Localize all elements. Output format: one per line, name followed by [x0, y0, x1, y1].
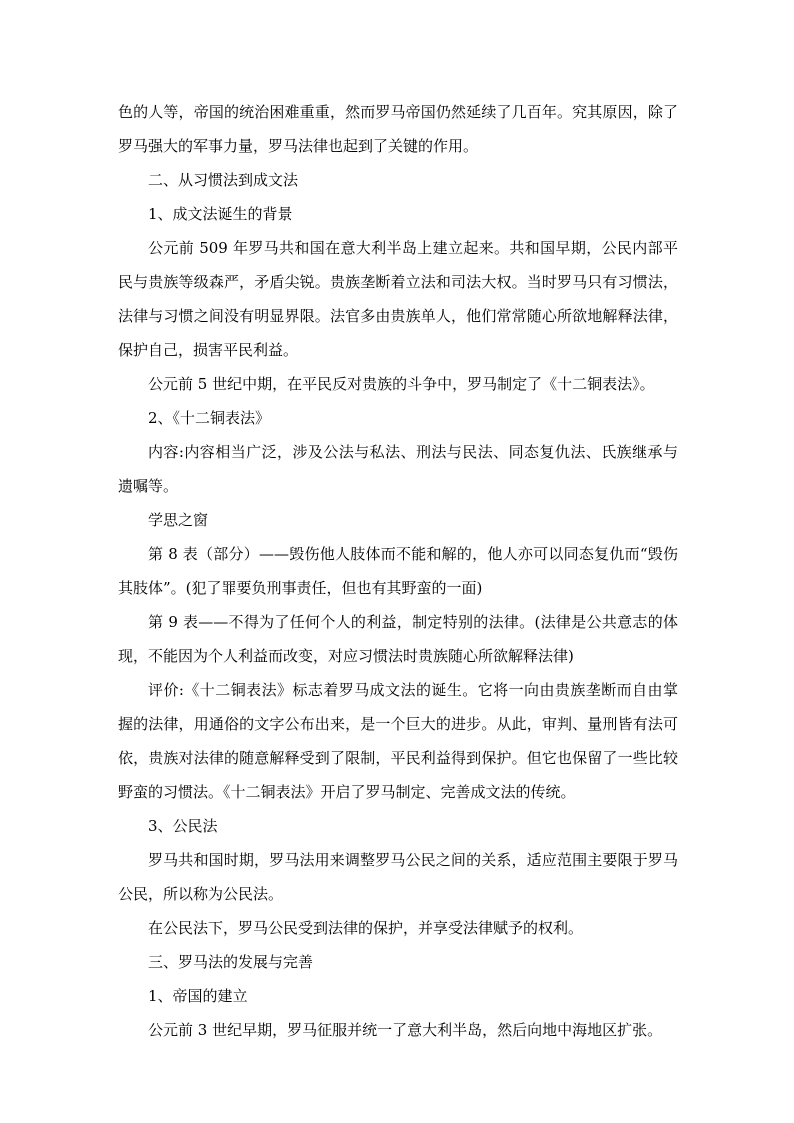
paragraph: 公元前 509 年罗马共和国在意大利半岛上建立起来。共和国早期，公民内部平民与贵族等级森严，矛盾尖锐。贵族垄断着立法和司法大权。当时罗马只有习惯法，法律与习惯之间没有明显界限。法官多由贵族单人，他们常常随心所欲地解释法律，保护自己，损害平民利益。 — [118, 239, 678, 359]
paragraph: 公元前 5 世纪中期，在平民反对贵族的斗争中，罗马制定了《十二铜表法》。 — [148, 375, 655, 393]
paragraph: 罗马共和国时期，罗马法用来调整罗马公民之间的关系，适应范围主要限于罗马公民，所以称为公民法。 — [118, 851, 678, 903]
paragraph: 评价:《十二铜表法》标志着罗马成文法的诞生。它将一向由贵族垄断而自由掌握的法律，用通俗的文字公布出来，是一个巨大的进步。从此，审判、量刑皆有法可依，贵族对法律的随意解释受到了限制，平民利益得到保护。但它也保留了一些比较野蛮的习惯法。《十二铜表法》开启了罗马制定、完善成文法的传统。 — [118, 681, 678, 801]
paragraph: 色的人等，帝国的统治困难重重，然而罗马帝国仍然延续了几百年。究其原因，除了罗马强大的军事力量，罗马法律也起到了关键的作用。 — [118, 103, 678, 155]
document-page — [118, 95, 678, 1047]
section-heading: 二、从习惯法到成文法 — [148, 171, 299, 189]
paragraph: 公元前 3 世纪早期，罗马征服并统一了意大利半岛，然后向地中海地区扩张。 — [148, 1021, 663, 1039]
subsection-heading: 2、《十二铜表法》 — [148, 409, 271, 427]
subsection-heading: 3、公民法 — [148, 817, 218, 835]
paragraph: 第 8 表（部分）——毁伤他人肢体而不能和解的，他人亦可以同态复仇而“毁伤其肢体”。(犯了罪要负刑事责任，但也有其野蛮的一面) — [118, 545, 678, 597]
section-heading: 三、罗马法的发展与完善 — [148, 953, 314, 971]
paragraph: 在公民法下，罗马公民受到法律的保护，并享受法律赋予的权利。 — [148, 919, 584, 937]
paragraph: 内容:内容相当广泛，涉及公法与私法、刑法与民法、同态复仇法、氏族继承与遗嘱等。 — [118, 443, 678, 495]
paragraph: 第 9 表——不得为了任何个人的利益，制定特别的法律。(法律是公共意志的体现，不能因为个人利益而改变，对应习惯法时贵族随心所欲解释法律) — [118, 613, 678, 665]
subsection-heading: 1、帝国的建立 — [148, 987, 248, 1005]
subsection-heading: 1、成文法诞生的背景 — [148, 205, 293, 223]
box-heading: 学思之窗 — [148, 511, 209, 529]
